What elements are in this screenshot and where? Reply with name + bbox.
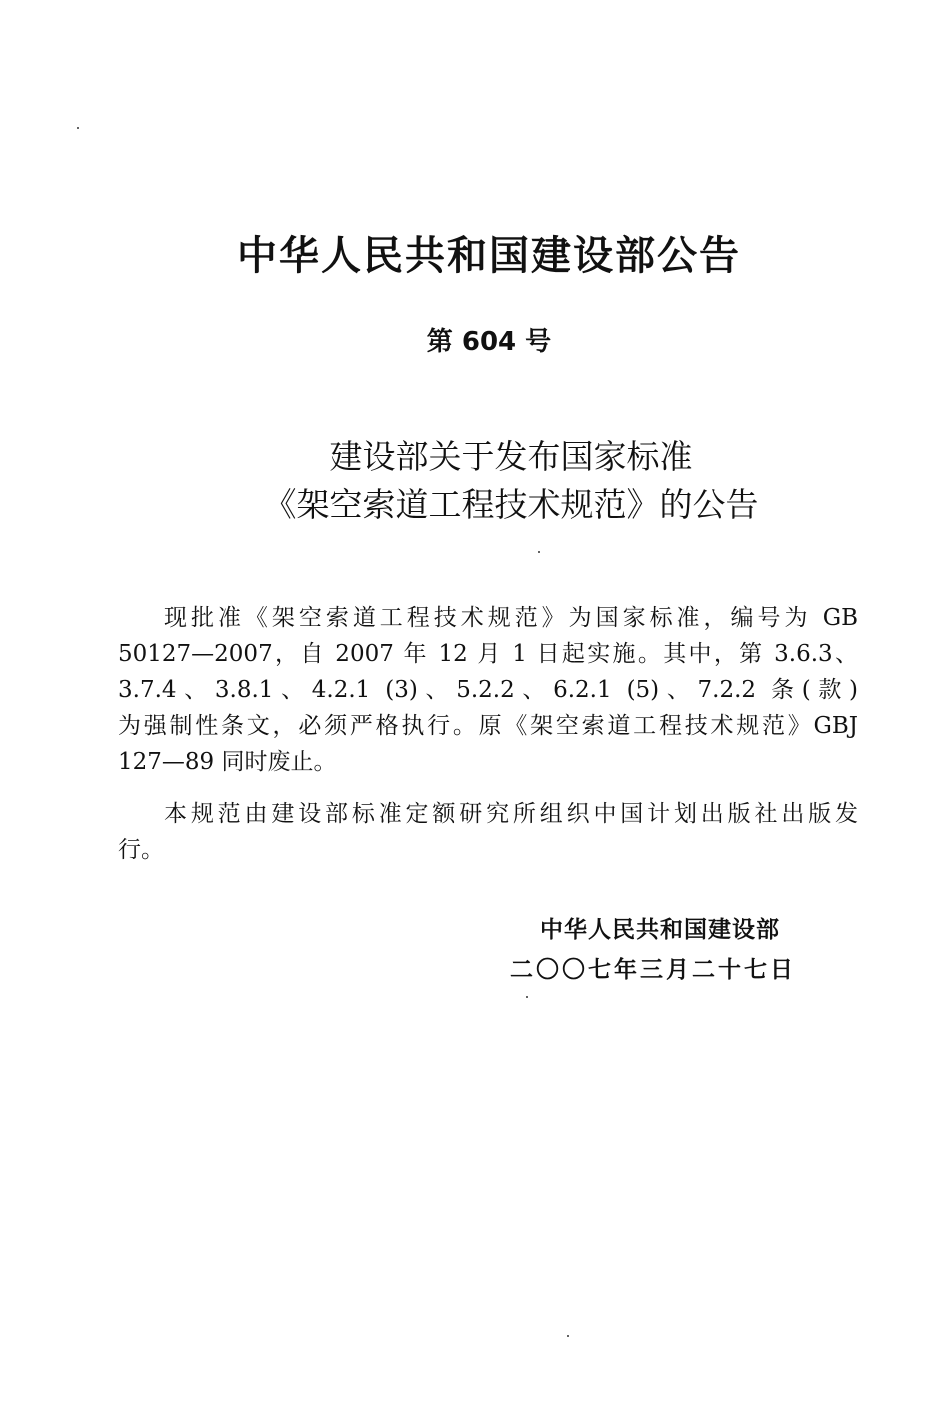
subtitle-line-2: 《架空索道工程技术规范》的公告 <box>263 485 759 524</box>
paragraph-line: 为强制性条文，必须严格执行。原《架空索道工程技术规范》GBJ <box>118 713 858 739</box>
paragraph-line: 127—89 同时废止。 <box>118 749 337 775</box>
subtitle-line-1: 建设部关于发布国家标准 <box>329 437 693 476</box>
scan-speck <box>77 127 79 129</box>
announcement-number: 第 604 号 <box>426 327 552 357</box>
scan-speck <box>526 996 528 998</box>
scan-speck <box>538 551 540 553</box>
paragraph-line: 行。 <box>118 837 164 863</box>
paragraph-line: 本规范由建设部标准定额研究所组织中国计划出版社出版发 <box>164 801 858 827</box>
page-title: 中华人民共和国建设部公告 <box>237 233 741 279</box>
scan-speck <box>567 1335 569 1337</box>
paragraph-line: 3.7.4、3.8.1、4.2.1 (3)、5.2.2、6.2.1 (5)、7.2.2 条(款) <box>118 677 858 703</box>
paragraph-line: 50127—2007，自 2007 年 12 月 1 日起实施。其中，第 3.6.3、 <box>118 641 858 667</box>
paragraph-line: 现批准《架空索道工程技术规范》为国家标准，编号为 GB <box>164 605 858 631</box>
signature-date: 二〇〇七年三月二十七日 <box>510 957 796 983</box>
signature-organization: 中华人民共和国建设部 <box>540 917 780 943</box>
announcement-body <box>118 600 858 880</box>
